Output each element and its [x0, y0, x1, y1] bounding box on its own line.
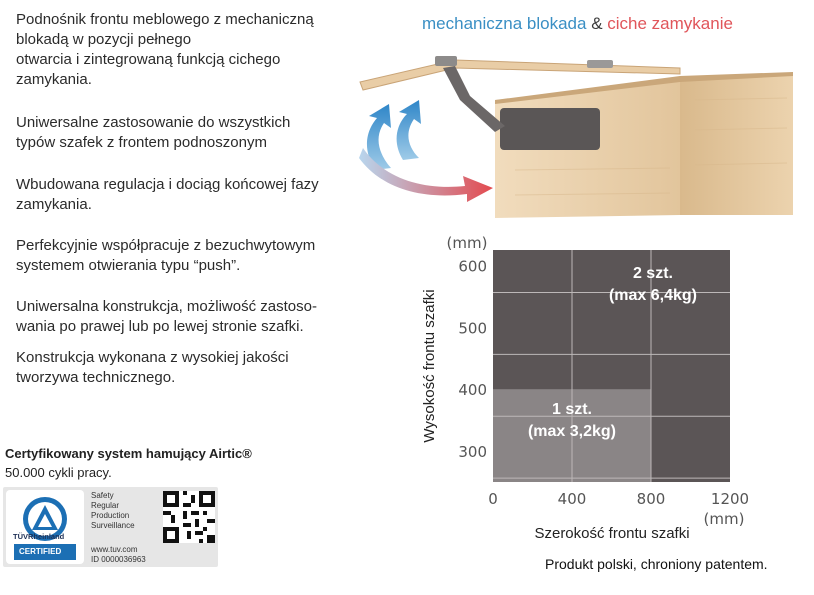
cabinet-side [680, 75, 793, 215]
region-label-max: (max 6,4kg) [608, 287, 697, 305]
headline-ampersand: & [591, 14, 603, 33]
region-label-count: 1 szt. [551, 401, 593, 419]
qr-code-icon [163, 491, 215, 543]
x-tick-label: 1200 [710, 490, 750, 508]
y-tick-label: 400 [458, 381, 487, 400]
tuv-brand: TÜVRheinland [13, 532, 65, 541]
cert-title: Certyfikowany system hamujący Airtic® [5, 446, 252, 461]
y-tick-label: 500 [458, 319, 487, 338]
arrow-open-icon [397, 100, 421, 160]
headline-red: ciche zamykanie [607, 14, 733, 33]
region-label-max: (max 3,2kg) [527, 423, 617, 441]
cert-subtitle: 50.000 cykli pracy. [5, 465, 112, 480]
headline [422, 14, 733, 34]
badge-id: www.tuv.com ID 0000036963 [91, 545, 146, 564]
feature-paragraph: Uniwersalne zastosowanie do wszystkich typów szafek z frontem podnoszonym [16, 114, 291, 151]
tuv-badge [3, 487, 218, 567]
x-tick-label: 800 [636, 490, 666, 508]
feature-paragraph: Wbudowana regulacja i dociąg końcowej fazy zamykania. [16, 176, 319, 213]
flap-bracket [435, 56, 457, 66]
y-unit-label: (mm) [446, 234, 488, 252]
feature-paragraph: Uniwersalna konstrukcja, możliwość zastoso- wania po prawej lub po lewej stronie szafki. [16, 298, 317, 335]
certified-label: CERTIFIED [19, 547, 62, 556]
lift-mechanism-body [500, 108, 600, 150]
y-tick-label: 600 [458, 257, 487, 276]
footer-note: Produkt polski, chroniony patentem. [545, 556, 768, 572]
headline-blue: mechaniczna blokada [422, 14, 587, 33]
x-unit-label: (mm) [703, 510, 745, 528]
x-tick-label: 400 [557, 490, 587, 508]
feature-paragraph: Konstrukcja wykonana z wysokiej jakości tworzywa technicznego. [16, 349, 289, 386]
x-tick-label: 0 [488, 490, 498, 508]
feature-paragraph: Podnośnik frontu meblowego z mechaniczną blokadą w pozycji pełnego otwarcia i zintegrowaną funkcją cichego zamykania. [16, 11, 314, 88]
feature-paragraph: Perfekcyjnie współpracuje z bezuchwytowym systemem otwierania typu “push”. [16, 237, 316, 274]
badge-description: Safety Regular Production Surveillance [91, 491, 135, 530]
y-tick-label: 300 [458, 443, 487, 462]
x-axis-title: Szerokość frontu szafki [534, 525, 690, 542]
y-axis-title: Wysokość frontu szafki [421, 289, 438, 443]
load-chart [412, 232, 814, 552]
hinge [587, 60, 613, 68]
region-label-count: 2 szt. [632, 265, 673, 283]
cabinet-illustration [355, 40, 805, 225]
lift-arm [443, 66, 505, 132]
